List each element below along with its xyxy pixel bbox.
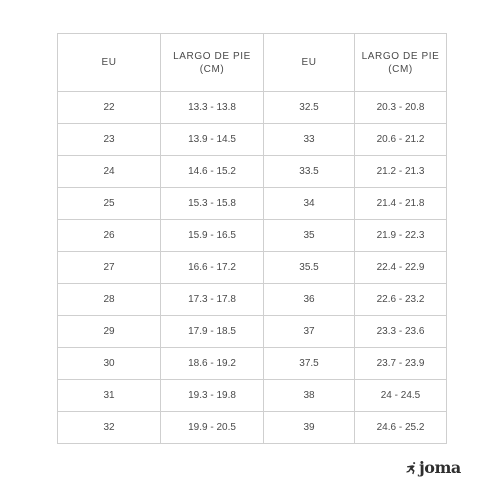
foot-length-cell: 22.4 - 22.9 <box>355 252 447 284</box>
table-row <box>58 220 447 252</box>
foot-length-cell: 21.2 - 21.3 <box>355 156 447 188</box>
eu-size-cell: 29 <box>58 316 161 348</box>
table-row <box>58 412 447 444</box>
foot-length-cell: 20.6 - 21.2 <box>355 124 447 156</box>
eu-size-cell: 37 <box>264 316 355 348</box>
foot-length-cell: 15.9 - 16.5 <box>161 220 264 252</box>
brand-logo <box>406 458 461 478</box>
eu-size-cell: 33.5 <box>264 156 355 188</box>
brand-name: joma <box>419 458 461 477</box>
foot-length-cell: 23.7 - 23.9 <box>355 348 447 380</box>
table-row <box>58 284 447 316</box>
header-foot-length: LARGO DE PIE (CM) <box>161 34 264 92</box>
foot-length-cell: 13.3 - 13.8 <box>161 92 264 124</box>
eu-size-cell: 26 <box>58 220 161 252</box>
eu-size-cell: 38 <box>264 380 355 412</box>
eu-size-cell: 32 <box>58 412 161 444</box>
foot-length-cell: 22.6 - 23.2 <box>355 284 447 316</box>
table-header-row <box>58 34 447 92</box>
table-row <box>58 348 447 380</box>
eu-size-cell: 34 <box>264 188 355 220</box>
foot-length-cell: 17.3 - 17.8 <box>161 284 264 316</box>
eu-size-cell: 31 <box>58 380 161 412</box>
table-row <box>58 124 447 156</box>
eu-size-cell: 23 <box>58 124 161 156</box>
foot-length-cell: 13.9 - 14.5 <box>161 124 264 156</box>
foot-length-cell: 16.6 - 17.2 <box>161 252 264 284</box>
eu-size-cell: 36 <box>264 284 355 316</box>
foot-length-cell: 23.3 - 23.6 <box>355 316 447 348</box>
foot-length-cell: 21.4 - 21.8 <box>355 188 447 220</box>
table-row <box>58 188 447 220</box>
eu-size-cell: 37.5 <box>264 348 355 380</box>
foot-length-cell: 20.3 - 20.8 <box>355 92 447 124</box>
eu-size-cell: 25 <box>58 188 161 220</box>
header-eu-size: EU <box>264 34 355 92</box>
eu-size-cell: 39 <box>264 412 355 444</box>
table-row <box>58 316 447 348</box>
foot-length-cell: 15.3 - 15.8 <box>161 188 264 220</box>
header-foot-length: LARGO DE PIE (CM) <box>355 34 447 92</box>
foot-length-cell: 18.6 - 19.2 <box>161 348 264 380</box>
eu-size-cell: 30 <box>58 348 161 380</box>
eu-size-cell: 27 <box>58 252 161 284</box>
foot-length-cell: 14.6 - 15.2 <box>161 156 264 188</box>
foot-length-cell: 17.9 - 18.5 <box>161 316 264 348</box>
eu-size-cell: 28 <box>58 284 161 316</box>
eu-size-cell: 22 <box>58 92 161 124</box>
table-body <box>58 92 447 444</box>
table-row <box>58 156 447 188</box>
foot-length-cell: 24 - 24.5 <box>355 380 447 412</box>
foot-length-cell: 21.9 - 22.3 <box>355 220 447 252</box>
foot-length-cell: 19.9 - 20.5 <box>161 412 264 444</box>
table-row <box>58 92 447 124</box>
eu-size-cell: 35 <box>264 220 355 252</box>
foot-length-cell: 24.6 - 25.2 <box>355 412 447 444</box>
size-chart-table <box>57 33 447 444</box>
eu-size-cell: 35.5 <box>264 252 355 284</box>
eu-size-cell: 33 <box>264 124 355 156</box>
foot-length-cell: 19.3 - 19.8 <box>161 380 264 412</box>
table-row <box>58 380 447 412</box>
table-row <box>58 252 447 284</box>
runner-logo-icon <box>406 461 418 475</box>
eu-size-cell: 24 <box>58 156 161 188</box>
eu-size-cell: 32.5 <box>264 92 355 124</box>
header-eu-size: EU <box>58 34 161 92</box>
